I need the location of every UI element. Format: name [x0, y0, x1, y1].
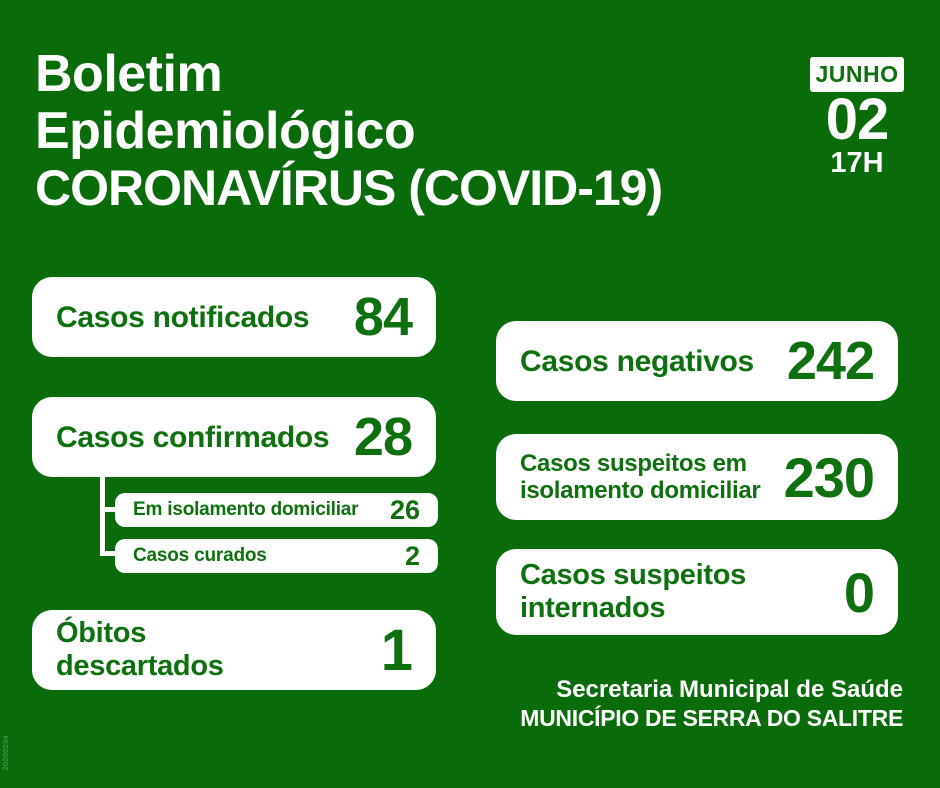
- footer-municipio: MUNICÍPIO DE SERRA DO SALITRE: [520, 705, 903, 731]
- card-obitos-descartados: [32, 610, 436, 690]
- card-casos-confirmados: [32, 397, 436, 477]
- card-label: Casos negativos: [520, 344, 754, 378]
- card-value: 84: [353, 287, 412, 347]
- card-label-line-2: descartados: [56, 650, 224, 682]
- date-day: 02: [825, 87, 889, 152]
- card-label: Casos notificados: [56, 300, 310, 334]
- title-line-1: Boletim: [35, 45, 223, 103]
- card-value: 242: [786, 331, 874, 391]
- tree-connector-vertical: [100, 477, 105, 556]
- watermark-code: 20200294: [3, 735, 10, 771]
- card-label: [56, 617, 224, 683]
- card-label-line-1: Casos suspeitos em: [520, 450, 747, 477]
- footer-signature: [520, 676, 903, 732]
- title-line-3: CORONAVÍRUS (COVID-19): [35, 160, 663, 216]
- card-value: 230: [783, 445, 874, 509]
- subcard-value: 26: [389, 494, 420, 525]
- card-label: [520, 559, 746, 625]
- card-label: [520, 450, 760, 504]
- card-value: 1: [380, 617, 412, 683]
- subcard-label: Casos curados: [133, 545, 267, 566]
- subcard-em-isolamento-domiciliar: [115, 493, 438, 527]
- page-title: [35, 46, 662, 217]
- card-casos-notificados: [32, 277, 436, 357]
- title-line-2: Epidemiológico: [35, 102, 416, 160]
- date-badge: [810, 57, 904, 178]
- subcard-label: Em isolamento domiciliar: [133, 499, 359, 520]
- card-suspeitos-internados: [496, 549, 898, 635]
- subcard-value: 2: [404, 540, 420, 571]
- date-time: 17H: [830, 147, 884, 179]
- card-label-line-1: Óbitos: [56, 617, 147, 649]
- date-month: JUNHO: [810, 57, 904, 92]
- card-label-line-2: internados: [520, 592, 666, 624]
- card-value: 0: [843, 560, 874, 624]
- card-label-line-1: Casos suspeitos: [520, 559, 746, 591]
- card-value: 28: [353, 407, 412, 467]
- subcard-casos-curados: [115, 539, 438, 573]
- footer-secretaria: Secretaria Municipal de Saúde: [556, 676, 903, 703]
- card-suspeitos-isolamento: [496, 434, 898, 520]
- card-label: Casos confirmados: [56, 420, 330, 454]
- card-label-line-2: isolamento domiciliar: [520, 477, 761, 504]
- card-casos-negativos: [496, 321, 898, 401]
